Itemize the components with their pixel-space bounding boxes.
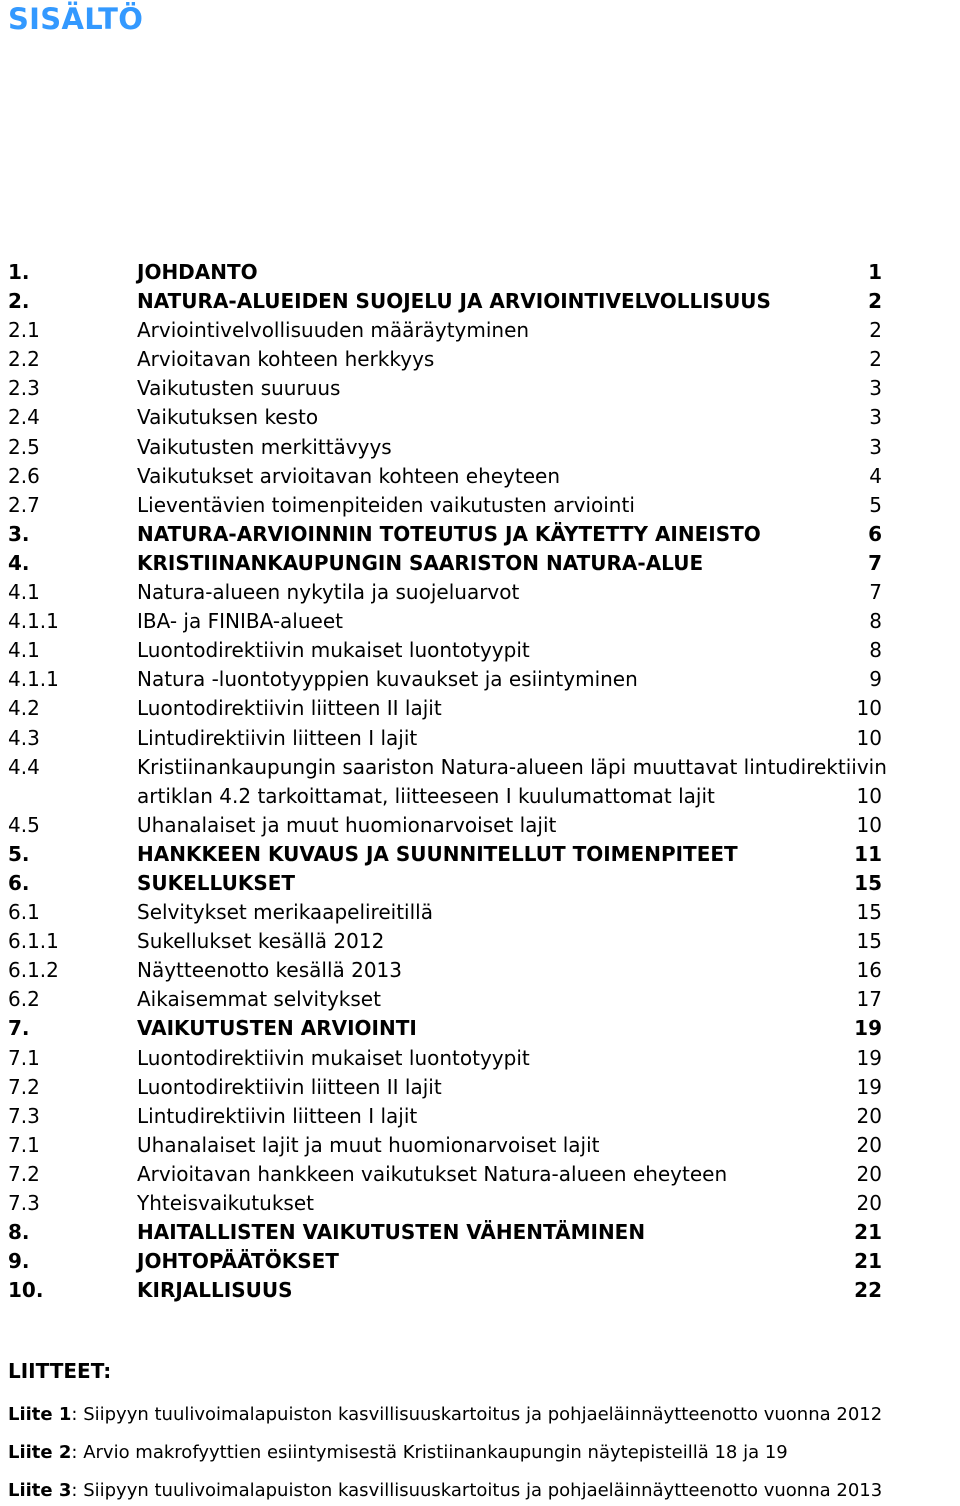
toc-entry-page: 19 <box>854 1016 882 1041</box>
toc-entry[interactable] <box>0 491 960 520</box>
attachment-key: Liite 2 <box>8 1442 72 1463</box>
toc-entry-label: Luontodirektiivin liitteen II lajit <box>137 696 442 721</box>
toc-entry-page: 21 <box>854 1220 882 1245</box>
toc-entry[interactable] <box>0 1131 960 1160</box>
toc-entry-number: 8. <box>8 1220 30 1245</box>
toc-entry-label: Arviointivelvollisuuden määräytyminen <box>137 318 530 343</box>
attachment-item[interactable] <box>8 1438 960 1468</box>
attachment-key: Liite 1 <box>8 1404 72 1425</box>
toc-entry-page: 2 <box>869 347 882 372</box>
toc-entry-number: 9. <box>8 1249 30 1274</box>
toc-entry[interactable] <box>0 403 960 432</box>
toc-entry-page: 3 <box>869 405 882 430</box>
toc-entry-number: 7.2 <box>8 1074 40 1099</box>
toc-entry[interactable] <box>0 724 960 753</box>
toc-entry-label: Luontodirektiivin liitteen II lajit <box>137 1074 442 1099</box>
toc-entry-number: 4.3 <box>8 725 40 750</box>
toc-entry[interactable] <box>0 869 960 898</box>
toc-entry-number: 6. <box>8 870 30 895</box>
toc-entry-number: 7.3 <box>8 1103 40 1128</box>
toc-entry[interactable] <box>0 549 960 578</box>
toc-entry[interactable] <box>0 287 960 316</box>
toc-entry-page: 10 <box>856 812 882 837</box>
attachment-item[interactable] <box>8 1400 960 1430</box>
toc-entry[interactable] <box>0 607 960 636</box>
toc-entry-number: 4.2 <box>8 696 40 721</box>
toc-entry-number: 2.7 <box>8 492 40 517</box>
toc-entry[interactable] <box>0 898 960 927</box>
toc-entry-label-line: Kristiinankaupungin saariston Natura-alueen läpi muuttavat lintudirektiivin <box>137 754 887 779</box>
toc-entry-label: NATURA-ALUEIDEN SUOJELU JA ARVIOINTIVELVOLLISUUS <box>137 289 771 314</box>
toc-entry-label: VAIKUTUSTEN ARVIOINTI <box>137 1016 417 1041</box>
attachment-key: Liite 3 <box>8 1480 72 1501</box>
toc-entry-page: 2 <box>869 318 882 343</box>
toc-entry[interactable] <box>0 578 960 607</box>
toc-entry-page: 11 <box>854 841 882 866</box>
toc-entry-number: 7.1 <box>8 1132 40 1157</box>
page-title: SISÄLTÖ <box>8 2 144 36</box>
toc-entry-label: Arvioitavan hankkeen vaikutukset Natura-alueen eheyteen <box>137 1161 728 1186</box>
toc-entry-label: Natura -luontotyyppien kuvaukset ja esiintyminen <box>137 667 638 692</box>
toc-entry-page: 6 <box>868 521 882 546</box>
toc-entry-number: 4.1.1 <box>8 667 59 692</box>
toc-entry-page: 20 <box>856 1132 882 1157</box>
toc-entry-number: 4.1 <box>8 638 40 663</box>
attachments-section <box>8 1356 960 1506</box>
toc-entry-label: Lintudirektiivin liitteen I lajit <box>137 725 418 750</box>
toc-entry[interactable] <box>0 1014 960 1043</box>
toc-entry-label: Arvioitavan kohteen herkkyys <box>137 347 435 372</box>
attachments-heading: LIITTEET: <box>8 1359 112 1383</box>
toc-entry-number: 6.1.2 <box>8 958 59 983</box>
toc-entry[interactable] <box>0 665 960 694</box>
toc-entry-label: Näytteenotto kesällä 2013 <box>137 958 403 983</box>
toc-entry-number: 2.6 <box>8 463 40 488</box>
toc-entry-label: Yhteisvaikutukset <box>137 1191 314 1215</box>
toc-entry-label: Lintudirektiivin liitteen I lajit <box>137 1103 418 1128</box>
toc-entry-page: 20 <box>856 1191 882 1215</box>
toc-entry-number: 2.5 <box>8 434 40 459</box>
toc-entry[interactable] <box>0 1160 960 1189</box>
table-of-contents <box>0 258 960 1305</box>
toc-entry-label: Luontodirektiivin mukaiset luontotyypit <box>137 1045 530 1070</box>
toc-entry-label: Vaikutuksen kesto <box>137 405 319 430</box>
toc-entry[interactable] <box>0 1218 960 1247</box>
toc-entry-label: NATURA-ARVIOINNIN TOTEUTUS JA KÄYTETTY AINEISTO <box>137 521 761 546</box>
toc-entry-page: 15 <box>856 900 882 925</box>
toc-entry-label <box>137 753 887 811</box>
toc-entry[interactable] <box>0 462 960 491</box>
toc-entry-label: Natura-alueen nykytila ja suojeluarvot <box>137 580 520 605</box>
toc-entry-label: Luontodirektiivin mukaiset luontotyypit <box>137 638 530 663</box>
toc-entry-number: 3. <box>8 521 30 546</box>
toc-entry-page: 2 <box>868 289 882 314</box>
toc-entry-page: 20 <box>856 1161 882 1186</box>
toc-entry[interactable] <box>0 840 960 869</box>
toc-entry-label: Uhanalaiset lajit ja muut huomionarvoiset lajit <box>137 1132 600 1157</box>
toc-entry-label: KRISTIINANKAUPUNGIN SAARISTON NATURA-ALUE <box>137 550 704 575</box>
toc-entry[interactable] <box>0 753 960 811</box>
attachment-item[interactable] <box>8 1476 960 1506</box>
toc-entry[interactable] <box>0 1247 960 1276</box>
toc-entry-label: Vaikutusten suuruus <box>137 376 341 401</box>
toc-entry-label: HAITALLISTEN VAIKUTUSTEN VÄHENTÄMINEN <box>137 1220 646 1245</box>
toc-entry-number: 7.1 <box>8 1045 40 1070</box>
toc-entry-number: 6.1 <box>8 900 40 925</box>
toc-entry-page: 7 <box>868 550 882 575</box>
toc-entry-number: 10. <box>8 1278 44 1303</box>
toc-entry-label: SUKELLUKSET <box>137 870 296 895</box>
toc-entry-number: 6.2 <box>8 987 40 1012</box>
toc-entry-label-line: artiklan 4.2 tarkoittamat, liitteeseen I kuulumattomat lajit <box>137 783 715 808</box>
attachment-text: : Siipyyn tuulivoimalapuiston kasvillisuuskartoitus ja pohjaeläinnäytteenotto vuonna 2012 <box>71 1404 883 1425</box>
attachment-text: : Siipyyn tuulivoimalapuiston kasvillisuuskartoitus ja pohjaeläinnäytteenotto vuonna 2013 <box>71 1480 883 1501</box>
toc-entry-page: 1 <box>868 260 882 284</box>
toc-entry-number: 2. <box>8 289 30 314</box>
toc-entry-number: 2.3 <box>8 376 40 401</box>
toc-entry-number: 1. <box>8 260 30 284</box>
toc-entry-page: 5 <box>869 492 882 517</box>
toc-entry[interactable] <box>0 927 960 956</box>
toc-entry-number: 6.1.1 <box>8 929 59 954</box>
toc-entry-number: 7.3 <box>8 1191 40 1215</box>
toc-entry-number: 5. <box>8 841 30 866</box>
toc-entry-page: 3 <box>869 376 882 401</box>
toc-entry[interactable] <box>0 1102 960 1131</box>
toc-entry-page: 21 <box>854 1249 882 1274</box>
toc-entry-page: 4 <box>869 463 882 488</box>
toc-entry-label: Vaikutusten merkittävyys <box>137 434 392 459</box>
toc-entry-number: 4.4 <box>8 754 40 779</box>
toc-entry-number: 4.1.1 <box>8 609 59 634</box>
toc-entry-label: Selvitykset merikaapelireitillä <box>137 900 433 925</box>
toc-entry[interactable] <box>0 811 960 840</box>
toc-entry-label: Sukellukset kesällä 2012 <box>137 929 385 954</box>
attachments-list <box>8 1400 960 1506</box>
toc-entry-label: Lieventävien toimenpiteiden vaikutusten arviointi <box>137 492 635 517</box>
toc-entry-number: 2.2 <box>8 347 40 372</box>
toc-entry[interactable] <box>0 694 960 723</box>
toc-entry[interactable] <box>0 345 960 374</box>
toc-entry[interactable] <box>0 985 960 1014</box>
toc-entry[interactable] <box>0 258 960 287</box>
toc-entry-page: 19 <box>856 1074 882 1099</box>
toc-entry-number: 4. <box>8 550 30 575</box>
toc-entry-number: 4.5 <box>8 812 40 837</box>
toc-entry-page: 17 <box>856 987 882 1012</box>
toc-entry-page: 16 <box>856 958 882 983</box>
toc-entry[interactable] <box>0 1073 960 1102</box>
toc-entry-label: Uhanalaiset ja muut huomionarvoiset lajit <box>137 812 557 837</box>
toc-entry-page: 8 <box>869 609 882 634</box>
toc-entry-page: 10 <box>856 725 882 750</box>
toc-entry[interactable] <box>0 1189 960 1218</box>
toc-entry-page: 15 <box>854 870 882 895</box>
toc-entry-page: 8 <box>869 638 882 663</box>
toc-entry-label: JOHTOPÄÄTÖKSET <box>137 1249 339 1274</box>
toc-entry-number: 2.1 <box>8 318 40 343</box>
toc-entry[interactable] <box>0 316 960 345</box>
toc-entry-number: 2.4 <box>8 405 40 430</box>
toc-entry-label: JOHDANTO <box>137 260 258 284</box>
toc-entry-label: KIRJALLISUUS <box>137 1278 293 1303</box>
toc-entry-label: IBA- ja FINIBA-alueet <box>137 609 343 634</box>
toc-entry[interactable] <box>0 520 960 549</box>
toc-entry-page: 10 <box>856 696 882 721</box>
toc-entry[interactable] <box>0 1276 960 1305</box>
toc-entry[interactable] <box>0 374 960 403</box>
toc-entry-number: 7.2 <box>8 1161 40 1186</box>
toc-entry-page: 7 <box>869 580 882 605</box>
attachment-text: : Arvio makrofyyttien esiintymisestä Kristiinankaupungin näytepisteillä 18 ja 19 <box>71 1442 788 1463</box>
toc-entry-number: 4.1 <box>8 580 40 605</box>
toc-entry-page: 3 <box>869 434 882 459</box>
toc-entry-page: 19 <box>856 1045 882 1070</box>
toc-entry-label: Vaikutukset arvioitavan kohteen eheyteen <box>137 463 561 488</box>
toc-entry[interactable] <box>0 1044 960 1073</box>
toc-entry-page: 20 <box>856 1103 882 1128</box>
toc-entry-page: 22 <box>854 1278 882 1303</box>
toc-entry-page: 9 <box>869 667 882 692</box>
toc-entry-label: HANKKEEN KUVAUS JA SUUNNITELLUT TOIMENPITEET <box>137 841 738 866</box>
toc-entry-label: Aikaisemmat selvitykset <box>137 987 381 1012</box>
toc-entry-page: 10 <box>856 783 882 808</box>
toc-entry-number: 7. <box>8 1016 30 1041</box>
toc-entry-page: 15 <box>856 929 882 954</box>
toc-entry[interactable] <box>0 636 960 665</box>
toc-entry[interactable] <box>0 956 960 985</box>
toc-entry[interactable] <box>0 433 960 462</box>
